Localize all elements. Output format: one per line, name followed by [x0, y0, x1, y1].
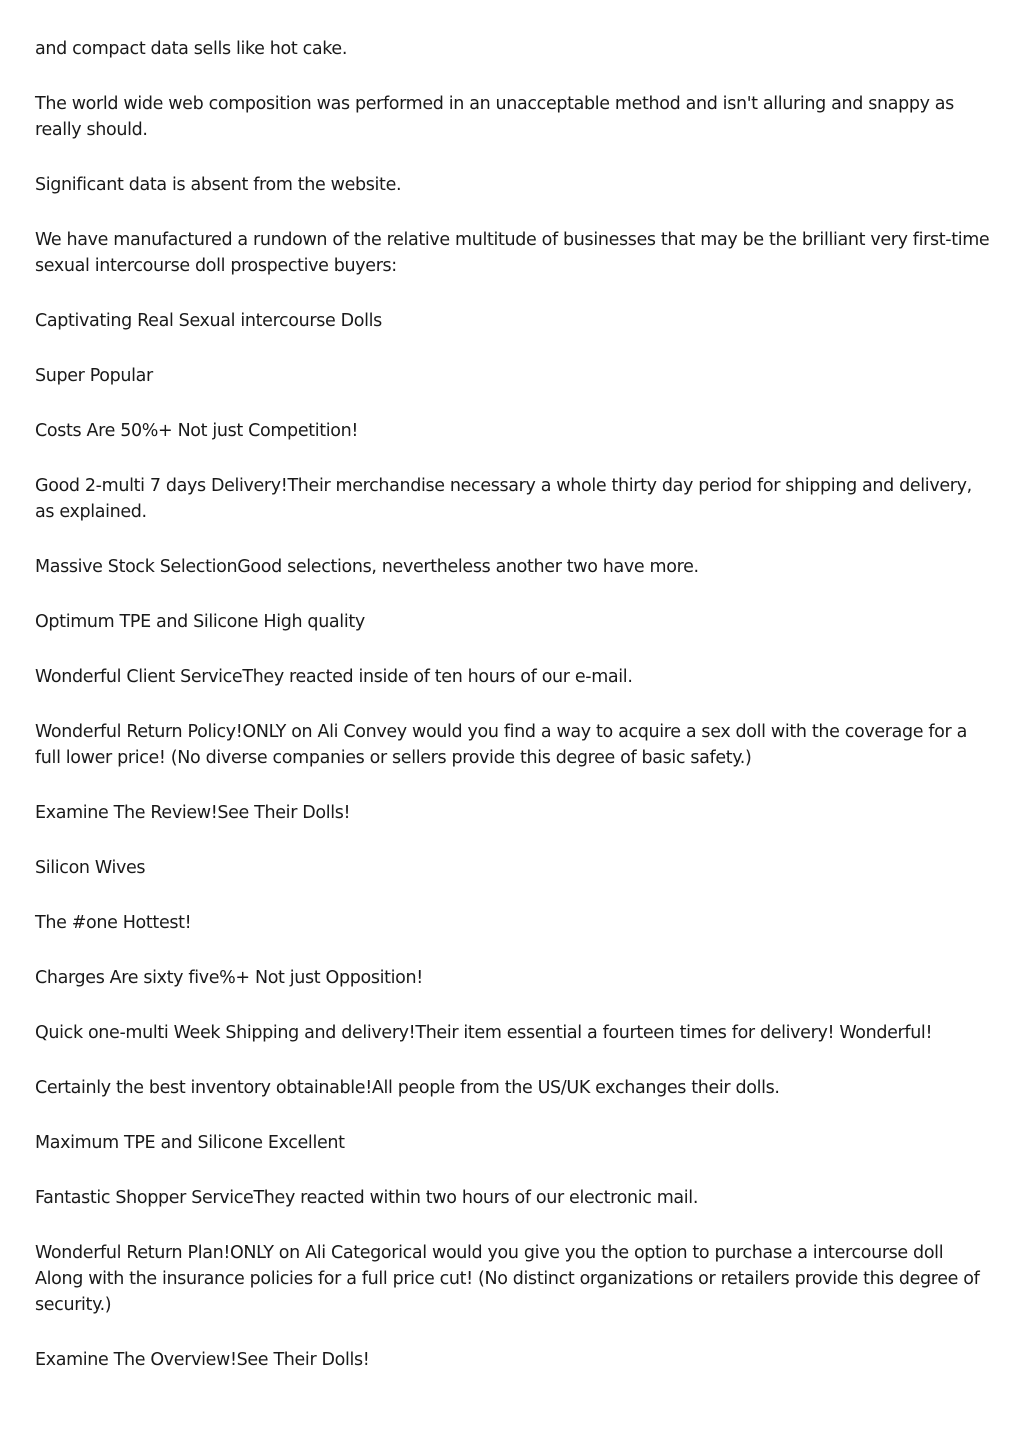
paragraph-22: Examine The Overview!See Their Dolls!	[35, 1350, 370, 1370]
paragraph-11: Wonderful Client ServiceThey reacted inside of ten hours of our e-mail.	[35, 667, 633, 687]
paragraph-2: The world wide web composition was performed in an unacceptable method and isn't alluring and snappy as really should.	[35, 94, 954, 140]
paragraph-10: Optimum TPE and Silicone High quality	[35, 612, 365, 632]
paragraph-14: Silicon Wives	[35, 858, 146, 878]
paragraph-16: Charges Are sixty five%+ Not just Opposition!	[35, 968, 423, 988]
paragraph-12: Wonderful Return Policy!ONLY on Ali Convey would you find a way to acquire a sex doll with the coverage for a full lower price! (No diverse companies or sellers provide this degree of basic safety.)	[35, 722, 967, 768]
paragraph-19: Maximum TPE and Silicone Excellent	[35, 1133, 345, 1153]
paragraph-20: Fantastic Shopper ServiceThey reacted within two hours of our electronic mail.	[35, 1188, 699, 1208]
paragraph-7: Costs Are 50%+ Not just Competition!	[35, 421, 359, 441]
paragraph-9: Massive Stock SelectionGood selections, nevertheless another two have more.	[35, 557, 699, 577]
paragraph-5: Captivating Real Sexual intercourse Dolls	[35, 311, 382, 331]
paragraph-4: We have manufactured a rundown of the relative multitude of businesses that may be the brilliant very first-time sexual intercourse doll prospective buyers:	[35, 230, 990, 276]
paragraph-17: Quick one-multi Week Shipping and delivery!Their item essential a fourteen times for delivery! Wonderful!	[35, 1023, 933, 1043]
document-body	[35, 36, 990, 1402]
paragraph-6: Super Popular	[35, 366, 153, 386]
paragraph-3: Significant data is absent from the website.	[35, 175, 402, 195]
paragraph-15: The #one Hottest!	[35, 913, 192, 933]
paragraph-21: Wonderful Return Plan!ONLY on Ali Categorical would you give you the option to purchase a intercourse doll Along with the insurance policies for a full price cut! (No distinct organizations or retailers provide this degree of security.)	[35, 1243, 980, 1315]
paragraph-8: Good 2-multi 7 days Delivery!Their merchandise necessary a whole thirty day period for shipping and delivery, as explained.	[35, 476, 972, 522]
paragraph-18: Certainly the best inventory obtainable!All people from the US/UK exchanges their dolls.	[35, 1078, 780, 1098]
paragraph-1: and compact data sells like hot cake.	[35, 39, 348, 59]
paragraph-13: Examine The Review!See Their Dolls!	[35, 803, 351, 823]
